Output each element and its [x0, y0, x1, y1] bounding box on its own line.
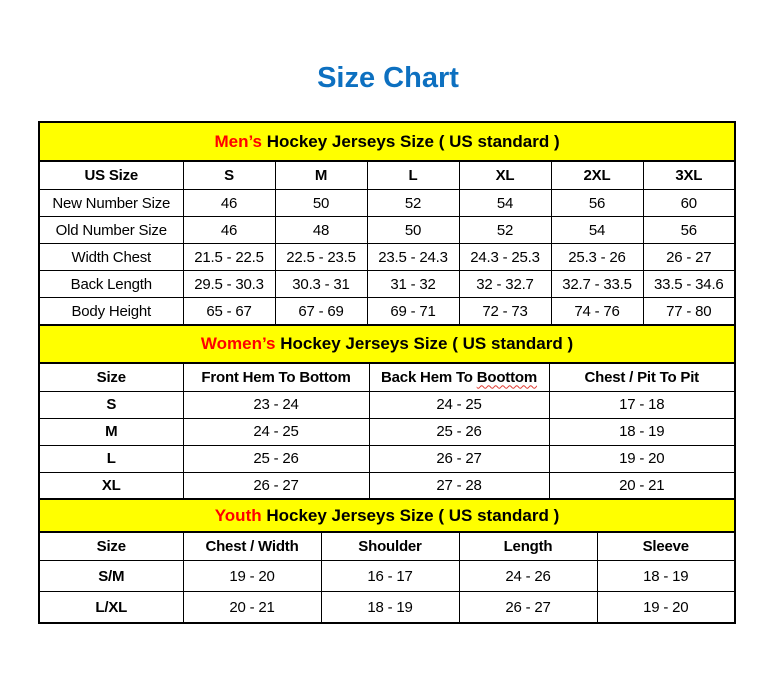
value-cell: 32 - 32.7	[459, 271, 551, 298]
value-cell: 56	[643, 217, 735, 244]
youth-table-body	[39, 561, 735, 624]
mens-band-highlight: Men’s	[214, 131, 262, 151]
womens-band-highlight: Women’s	[200, 333, 276, 353]
value-cell: 46	[183, 190, 275, 217]
womens-band-row	[39, 325, 735, 363]
value-cell: 16 - 17	[321, 561, 459, 592]
value-cell: 30.3 - 31	[275, 271, 367, 298]
table-row	[39, 298, 735, 326]
value-cell: 72 - 73	[459, 298, 551, 326]
value-cell: 17 - 18	[549, 391, 735, 418]
value-cell: 27 - 28	[369, 472, 549, 500]
column-header-sleeve: Sleeve	[597, 532, 735, 561]
value-cell: 20 - 21	[549, 472, 735, 500]
row-label-cell: Back Length	[39, 271, 183, 298]
column-header-size: Size	[39, 363, 183, 392]
row-label-cell: L	[39, 445, 183, 472]
womens-table-body	[39, 391, 735, 500]
column-header-back-hem	[369, 363, 549, 392]
table-row	[39, 217, 735, 244]
value-cell: 24 - 25	[183, 418, 369, 445]
table-row	[39, 244, 735, 271]
column-header-front-hem: Front Hem To Bottom	[183, 363, 369, 392]
table-row	[39, 271, 735, 298]
value-cell: 56	[551, 190, 643, 217]
table-row	[39, 190, 735, 217]
value-cell: 60	[643, 190, 735, 217]
value-cell: 31 - 32	[367, 271, 459, 298]
value-cell: 24 - 25	[369, 391, 549, 418]
row-label-cell: S	[39, 391, 183, 418]
value-cell: 26 - 27	[369, 445, 549, 472]
value-cell: 25 - 26	[183, 445, 369, 472]
value-cell: 50	[275, 190, 367, 217]
value-cell: 77 - 80	[643, 298, 735, 326]
column-header-length: Length	[459, 532, 597, 561]
value-cell: 54	[551, 217, 643, 244]
column-header-3xl: 3XL	[643, 161, 735, 190]
table-row	[39, 445, 735, 472]
value-cell: 74 - 76	[551, 298, 643, 326]
womens-band-rest: Hockey Jerseys Size ( US standard )	[275, 333, 574, 353]
value-cell: 22.5 - 23.5	[275, 244, 367, 271]
row-label-cell: Width Chest	[39, 244, 183, 271]
table-row	[39, 561, 735, 592]
value-cell: 26 - 27	[183, 472, 369, 500]
value-cell: 18 - 19	[549, 418, 735, 445]
value-cell: 26 - 27	[459, 592, 597, 624]
value-cell: 50	[367, 217, 459, 244]
value-cell: 26 - 27	[643, 244, 735, 271]
back-hem-misspelled-word: Boottom	[476, 368, 537, 386]
row-label-cell: XL	[39, 472, 183, 500]
row-label-cell: Old Number Size	[39, 217, 183, 244]
youth-band-rest: Hockey Jerseys Size ( US standard )	[261, 505, 560, 525]
column-header-2xl: 2XL	[551, 161, 643, 190]
value-cell: 23 - 24	[183, 391, 369, 418]
row-label-cell: Body Height	[39, 298, 183, 326]
mens-table-body	[39, 190, 735, 326]
value-cell: 65 - 67	[183, 298, 275, 326]
column-header-s: S	[183, 161, 275, 190]
column-header-us-size: US Size	[39, 161, 183, 190]
value-cell: 24 - 26	[459, 561, 597, 592]
youth-band-row	[39, 499, 735, 532]
value-cell: 29.5 - 30.3	[183, 271, 275, 298]
value-cell: 23.5 - 24.3	[367, 244, 459, 271]
value-cell: 25 - 26	[369, 418, 549, 445]
column-header-chest-pit: Chest / Pit To Pit	[549, 363, 735, 392]
value-cell: 25.3 - 26	[551, 244, 643, 271]
column-header-l: L	[367, 161, 459, 190]
value-cell: 33.5 - 34.6	[643, 271, 735, 298]
value-cell: 67 - 69	[275, 298, 367, 326]
value-cell: 19 - 20	[183, 561, 321, 592]
value-cell: 52	[367, 190, 459, 217]
value-cell: 21.5 - 22.5	[183, 244, 275, 271]
column-header-shoulder: Shoulder	[321, 532, 459, 561]
value-cell: 52	[459, 217, 551, 244]
mens-band-title	[39, 122, 735, 161]
mens-header-row	[39, 161, 735, 190]
table-row	[39, 472, 735, 500]
value-cell: 18 - 19	[321, 592, 459, 624]
mens-size-table	[38, 121, 736, 326]
column-header-xl: XL	[459, 161, 551, 190]
mens-band-rest: Hockey Jerseys Size ( US standard )	[262, 131, 560, 151]
youth-band-title	[39, 499, 735, 532]
value-cell: 54	[459, 190, 551, 217]
value-cell: 48	[275, 217, 367, 244]
value-cell: 46	[183, 217, 275, 244]
column-header-chest-width: Chest / Width	[183, 532, 321, 561]
value-cell: 69 - 71	[367, 298, 459, 326]
row-label-cell: S/M	[39, 561, 183, 592]
row-label-cell: L/XL	[39, 592, 183, 624]
value-cell: 19 - 20	[597, 592, 735, 624]
youth-band-highlight: Youth	[214, 505, 262, 525]
youth-size-table	[38, 498, 736, 624]
table-row	[39, 592, 735, 624]
page-title: Size Chart	[317, 62, 459, 94]
value-cell: 19 - 20	[549, 445, 735, 472]
row-label-cell: M	[39, 418, 183, 445]
value-cell: 18 - 19	[597, 561, 735, 592]
back-hem-prefix: Back Hem To	[381, 368, 477, 386]
value-cell: 32.7 - 33.5	[551, 271, 643, 298]
youth-header-row	[39, 532, 735, 561]
table-row	[39, 418, 735, 445]
column-header-size: Size	[39, 532, 183, 561]
value-cell: 24.3 - 25.3	[459, 244, 551, 271]
column-header-m: M	[275, 161, 367, 190]
womens-size-table	[38, 324, 736, 501]
value-cell: 20 - 21	[183, 592, 321, 624]
womens-header-row	[39, 363, 735, 392]
size-chart-stack	[38, 121, 734, 624]
row-label-cell: New Number Size	[39, 190, 183, 217]
table-row	[39, 391, 735, 418]
womens-band-title	[39, 325, 735, 363]
mens-band-row	[39, 122, 735, 161]
